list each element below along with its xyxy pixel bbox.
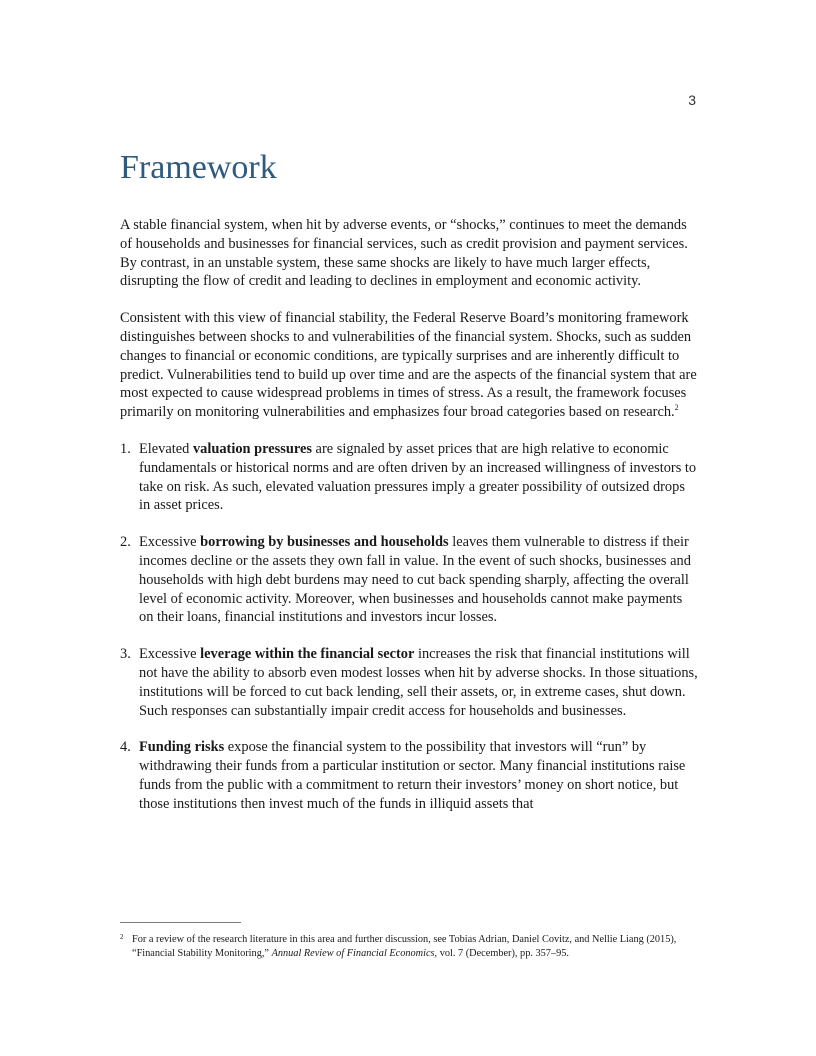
list-item xyxy=(120,645,698,720)
main-content xyxy=(120,146,698,832)
footnote-text-before: For a review of the research literature in this area and further discussion, see Tobias Adrian, Daniel Covitz, and Nellie Liang (2015), “Financial Stability Monitoring,” xyxy=(132,934,677,959)
list-item-number: 3. xyxy=(120,646,131,663)
list-item-text xyxy=(139,645,698,720)
list-item-lead: Excessive xyxy=(139,646,201,663)
section-title: Framework xyxy=(120,149,277,186)
list-item-lead: Elevated xyxy=(139,440,193,457)
list-item-term: Funding risks xyxy=(139,739,225,756)
list-item-description: increases the risk that financial institutions will not have the ability to absorb even modest losses when hit by adverse shocks. In those situations, institutions will be forced to cut back lending, sell their assets, or, in extreme cases, shut down. Such responses can substantially impair credit access for households and businesses. xyxy=(139,646,698,719)
list-item-description: expose the financial system to the possibility that investors will “run” by withdrawing their funds from a particular institution or sector. Many financial institutions raise funds from the public with a commitment to return their investors’ money on short notice, but those institutions then invest much of the funds in illiquid assets that xyxy=(139,739,686,812)
list-item-number: 1. xyxy=(120,440,131,457)
footnote-mark: 2 xyxy=(120,933,124,941)
list-item xyxy=(120,738,698,813)
page-number: 3 xyxy=(688,92,696,108)
vulnerability-list xyxy=(120,440,698,814)
paragraph-framework-text: Consistent with this view of financial stability, the Federal Reserve Board’s monitoring framework distinguishes between shocks to and vulnerabilities of the financial system. Shocks, such as sudden changes to financial or economic conditions, are typically surprises and are inherently difficult to predict. Vulnerabilities tend to build up over time and are the aspects of the financial system that are most expected to cause widespread problems in times of stress. As a result, the framework focuses primarily on monitoring vulnerabilities and emphasizes four broad categories based on research. xyxy=(120,310,697,421)
paragraph-intro: A stable financial system, when hit by adverse events, or “shocks,” continues to meet the demands of households and businesses for financial services, such as credit provision and payment services. By contrast, in an unstable system, these same shocks are likely to have much larger effects, disrupting the flow of credit and leading to declines in employment and economic activity. xyxy=(120,217,688,290)
footnote-divider xyxy=(120,922,241,923)
list-item-description: leaves them vulnerable to distress if their incomes decline or the assets they own fall in value. In the event of such shocks, businesses and households with high debt burdens may need to cut back spending sharply, affecting the overall level of economic activity. Moreover, when businesses and households cannot make payments on their loans, financial institutions and investors incur losses. xyxy=(139,534,691,626)
list-item-text xyxy=(139,533,698,627)
footnote-text xyxy=(132,933,698,960)
list-item-term: leverage within the financial sector xyxy=(200,646,415,663)
list-item-text xyxy=(139,440,698,515)
paragraph-framework xyxy=(120,309,698,422)
footnote xyxy=(120,933,698,960)
list-item xyxy=(120,533,698,627)
list-item-term: borrowing by businesses and households xyxy=(200,534,449,551)
list-item-text xyxy=(139,738,698,813)
footnote-text-after: vol. 7 (December), pp. 357–95. xyxy=(437,947,569,959)
list-item-description: are signaled by asset prices that are high relative to economic fundamentals or historical norms and are often driven by an increased willingness of investors to take on risk. As such, elevated valuation pressures imply a greater possibility of outsized drops in asset prices. xyxy=(139,440,697,514)
footnote-journal: Annual Review of Financial Economics, xyxy=(271,947,438,959)
list-item xyxy=(120,440,698,515)
list-item-term: valuation pressures xyxy=(192,440,312,457)
list-item-number: 4. xyxy=(120,739,131,756)
footnote-reference[interactable]: 2 xyxy=(674,403,679,413)
list-item-lead: Excessive xyxy=(139,534,201,551)
list-item-number: 2. xyxy=(120,534,131,551)
